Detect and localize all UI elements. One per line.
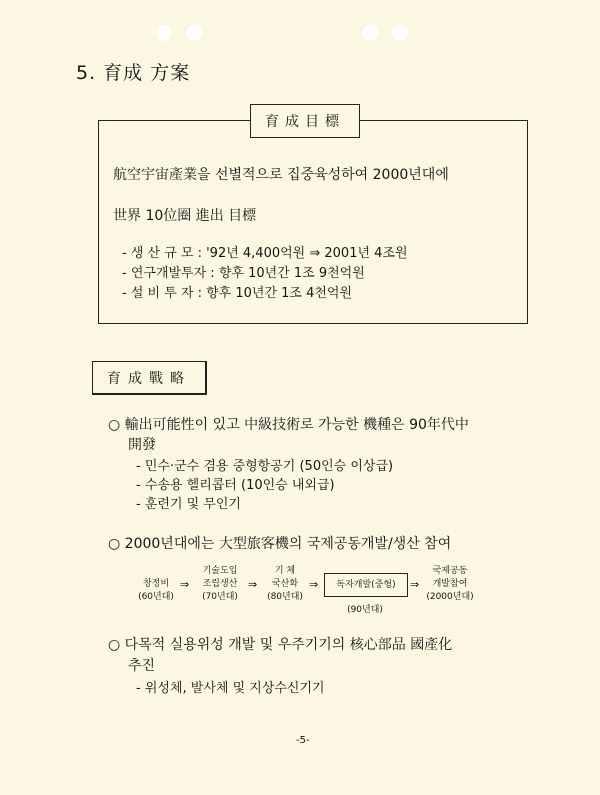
flow-step-5-main: 개발참여 <box>432 579 468 589</box>
flow-step-5 <box>418 565 482 604</box>
strategy-sub-3: - 훈련기 및 무인기 <box>136 497 241 512</box>
section-title: 5. 育成 方案 <box>76 62 191 84</box>
flow-step-2-top: 기술도입 <box>202 566 238 576</box>
flow-step-5-top: 국제공동 <box>432 566 468 576</box>
flow-step-1-main: 창정비 <box>142 579 170 589</box>
goal-item-rnd: - 연구개발투자 : 향후 10년간 1조 9천억원 <box>122 266 365 281</box>
strategy-point-1: ○ 輸出可能性이 있고 中級技術로 가능한 機種은 90年代中 <box>108 417 469 433</box>
flow-step-2 <box>190 565 250 604</box>
goal-line-1: 航空宇宙產業을 선별적으로 집중육성하여 2000년대에 <box>113 167 449 183</box>
goal-label: 育成目標 <box>250 104 360 138</box>
strategy-sub-4: - 위성체, 발사체 및 지상수신기기 <box>136 681 325 696</box>
strategy-point-2: ○ 2000년대에는 大型旅客機의 국제공동개발/생산 참여 <box>108 536 452 552</box>
strategy-point-3-cont: 추진 <box>128 658 156 674</box>
strategy-point-1-cont: 開發 <box>128 437 156 453</box>
strategy-sub-2: - 수송용 헬리콥터 (10인승 내외급) <box>136 478 335 493</box>
page-number: -5- <box>296 735 310 746</box>
flow-step-2-main: 조립생산 <box>202 579 238 589</box>
flow-step-5-sub: (2000년대) <box>426 592 474 602</box>
strategy-sub-1: - 민수·군수 겸용 중형항공기 (50인승 이상급) <box>136 459 394 474</box>
strategy-point-3: ○ 다목적 실용위성 개발 및 우주기기의 核心部品 國產化 <box>108 637 453 653</box>
punch-hole-4 <box>392 25 408 41</box>
flow-step-3-sub: (80년대) <box>267 592 303 602</box>
flow-step-3 <box>258 565 312 604</box>
goal-line-2: 世界 10位圈 進出 目標 <box>113 208 257 224</box>
flow-arrow-4: ⇒ <box>410 578 420 591</box>
goal-item-facility: - 설 비 투 자 : 향후 10년간 1조 4천억원 <box>122 286 353 301</box>
strategy-label: 育成戰略 <box>92 361 207 395</box>
flow-step-4-sub: (90년대) <box>347 605 383 615</box>
flow-step-3-top: 기 체 <box>274 566 296 576</box>
flow-step-2-sub: (70년대) <box>202 592 238 602</box>
punch-hole-3 <box>362 25 378 41</box>
goal-item-production: - 생 산 규 모 : '92년 4,400억원 ⇒ 2001년 4조원 <box>122 246 408 261</box>
flow-step-3-main: 국산화 <box>271 579 299 589</box>
flow-arrow-3: ⇒ <box>309 578 319 591</box>
flow-step-1 <box>126 578 186 604</box>
punch-hole-2 <box>186 25 202 41</box>
flow-arrow-1: ⇒ <box>180 578 190 591</box>
punch-hole-1 <box>156 25 172 41</box>
flow-step-1-sub: (60년대) <box>138 592 174 602</box>
flow-step-4-box: 독자개발(중형) <box>324 573 408 597</box>
flow-arrow-2: ⇒ <box>248 578 258 591</box>
